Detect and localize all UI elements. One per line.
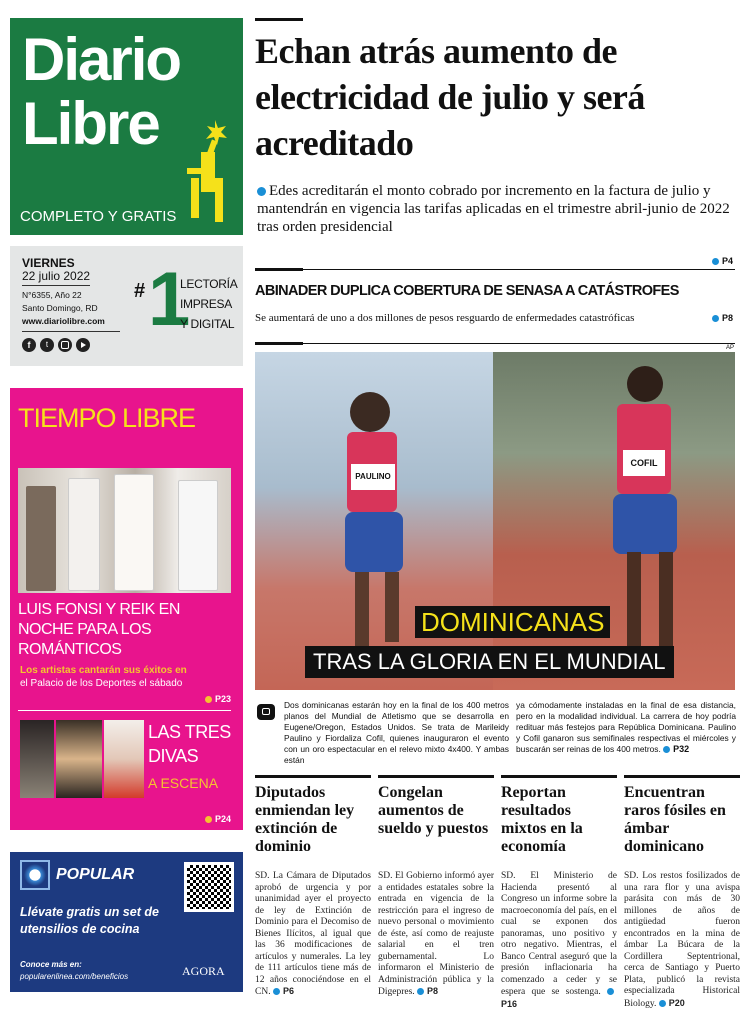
- column-page[interactable]: P20: [668, 997, 685, 1008]
- tagline: COMPLETO Y GRATIS: [20, 208, 177, 225]
- edition-date: 22 julio 2022: [22, 269, 91, 283]
- rank-hash: #: [134, 280, 146, 302]
- instagram-icon[interactable]: [58, 338, 72, 352]
- column-page[interactable]: P6: [282, 986, 294, 996]
- second-summary: Se aumentará de uno a dos millones de pesos resguardo de enfermedades catastróficas: [255, 312, 635, 324]
- section-title: TIEMPO LIBRE: [18, 403, 196, 433]
- column-headline[interactable]: Reportan resultados mixtos en la economía: [501, 775, 617, 865]
- diva-photo-1: [20, 720, 54, 798]
- ad-url[interactable]: popularenlinea.com/beneficios: [20, 972, 129, 981]
- qr-code-icon[interactable]: [184, 862, 234, 912]
- ad-brand: POPULAR: [56, 866, 135, 883]
- ad-partner-logo: AGORA: [182, 964, 225, 978]
- diva-photo-2: [56, 720, 102, 798]
- ad-cta: Conoce más en:: [20, 960, 82, 969]
- issue-number: N°6355, Año 22: [22, 290, 82, 300]
- logo-name: Diario Libre: [22, 26, 181, 157]
- diva-photo-3: [104, 720, 144, 798]
- photo-credit: AP: [726, 345, 735, 351]
- rank-text: LECTORÍA IMPRESA Y DIGITAL: [180, 277, 238, 331]
- tiempo-libre-section: [10, 388, 243, 830]
- news-column: [378, 775, 494, 999]
- photo-overlay-line1: DOMINICANAS: [415, 606, 610, 638]
- lead-page[interactable]: P4: [722, 256, 734, 266]
- logo-figure-icon: [185, 118, 237, 230]
- edition-info: [10, 246, 243, 366]
- lead-summary: Edes acreditarán el monto cobrado por incremento en la factura de julio y mantendrán en vigencia las tarifas aplicadas en el trimestre abril-junio de 2022 tras orden presidencial: [257, 183, 730, 235]
- column-text: SD. El Ministerio de Hacienda presentó al Congreso un informe sobre la macroeconomía del país, en el cual se exponen dos panoramas, uno positivo y otro negativo. Mientras, el Banco Central aseguró que la presión inflacionaria ha comenzado a ceder y se espera que se sostenga.: [501, 871, 617, 997]
- twitter-icon[interactable]: t: [40, 338, 54, 352]
- photo-overlay-line2: TRAS LA GLORIA EN EL MUNDIAL: [305, 646, 674, 678]
- column-text: SD. La Cámara de Diputados aprobó de urgencia y por unanimidad ayer el proyecto de ley de Extinción de Dominio para el Decomiso de Bienes Ilícitos, al igual que las 36 modificaciones de artículos y numerales. La ley de 111 artículos tiene más de 12 años conociéndose en el CN.: [255, 871, 371, 997]
- column-text: SD. El Gobierno informó ayer a entidades estatales sobre la entrada en vigencia de la restricción para el ingreso de nuevo personal o movimiento de éste, así como de reajuste salarial en el tren gubernamental. Lo informaron el Ministerio de Administración pública y la Digepres.: [378, 871, 494, 997]
- ad-headline: Llévate gratis un set de utensilios de cocina: [20, 905, 159, 936]
- photo-caption-col1: Dos dominicanas estarán hoy en la final de los 400 metros planos del Mundial de Atletismo que se desarrolla en Eugene/Oregon, Estados Unidos. Se trata de Marileidy Paulino y Fiordaliza Cofil, quienes inauguraron el evento con un oro espectacular en el relevo mixto 4x400. Y ambas están: [284, 700, 509, 765]
- story1-page[interactable]: P23: [214, 694, 231, 704]
- athletes-photo: [255, 352, 735, 690]
- divider: [255, 268, 303, 271]
- photo-page[interactable]: P32: [673, 744, 690, 754]
- youtube-icon[interactable]: [76, 338, 90, 352]
- story1-sub-b: el Palacio de los Deportes el sábado: [20, 678, 183, 689]
- website-link[interactable]: www.diariolibre.com: [22, 316, 105, 326]
- bib-cofil: COFIL: [623, 450, 665, 476]
- column-headline[interactable]: Congelan aumentos de sueldo y puestos: [378, 775, 494, 865]
- social-icons: [22, 338, 90, 352]
- story1-sub-a: Los artistas cantarán sus éxitos en: [20, 665, 187, 676]
- divider: [255, 18, 303, 21]
- news-column: [624, 775, 740, 1010]
- edition-day: VIERNES: [22, 256, 75, 270]
- column-headline[interactable]: Diputados enmiendan ley extinción de dominio: [255, 775, 371, 865]
- city: Santo Domingo, RD: [22, 303, 98, 313]
- facebook-icon[interactable]: f: [22, 338, 36, 352]
- photo-caption-col2: ya cómodamente instaladas en la final de esa distancia, pero en la modalidad individual. La carrera de hoy podría redituar más festejos para República Dominicana. Paulino y Cofil ganaron sus semifinales respectivas el miércoles y buscarán ser reinas de los 400 metros.: [516, 700, 736, 754]
- column-page[interactable]: P8: [427, 986, 439, 996]
- lead-headline[interactable]: Echan atrás aumento de electricidad de julio y será acreditado: [255, 31, 645, 163]
- camera-icon: [257, 704, 275, 720]
- story2-headline[interactable]: LAS TRES DIVAS: [148, 722, 231, 766]
- news-column: [501, 775, 617, 1011]
- band-photo: [18, 468, 231, 593]
- story1-headline[interactable]: LUIS FONSI Y REIK EN NOCHE PARA LOS ROMÁNTICOS: [18, 601, 180, 658]
- story2-page[interactable]: P24: [214, 814, 231, 824]
- second-page[interactable]: P8: [722, 313, 734, 323]
- story2-sub: A ESCENA: [148, 775, 219, 791]
- column-page[interactable]: P16: [501, 998, 518, 1009]
- column-headline[interactable]: Encuentran raros fósiles en ámbar dominicano: [624, 775, 740, 865]
- column-text: SD. Los restos fosilizados de una rara flor y una avispa parásita con más de 30 millones de años de antigüedad fueron encontrados en la mina de ámbar La Búcara de la Cordillera Septentrional, cerca de Santiago y Puerto Plata, publicó la revista especializada Historical Biology.: [624, 871, 740, 1009]
- second-headline[interactable]: ABINADER DUPLICA COBERTURA DE SENASA A CATÁSTROFES: [255, 283, 679, 299]
- masthead-logo: [10, 18, 243, 235]
- popular-logo-icon: [20, 860, 50, 890]
- story1-sub: [20, 664, 235, 690]
- rank-number: 1: [148, 257, 191, 342]
- bib-paulino: PAULINO: [351, 464, 395, 490]
- popular-ad[interactable]: [10, 852, 243, 992]
- news-column: [255, 775, 371, 999]
